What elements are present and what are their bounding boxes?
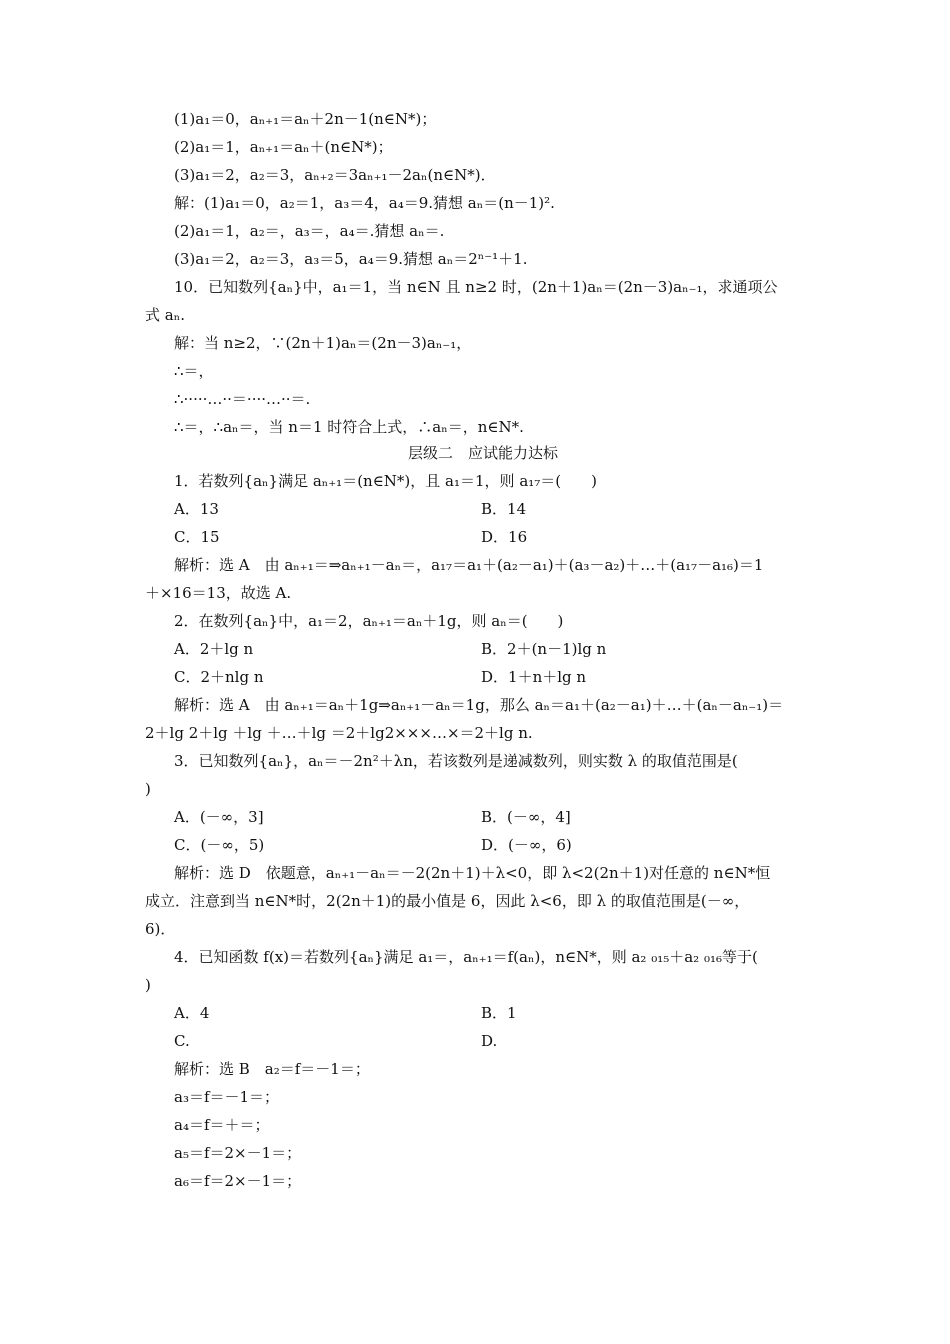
text-line: D．16: [481, 528, 528, 546]
text-line: (3)a₁＝2，a₂＝3，a₃＝5，a₄＝9.猜想 aₙ＝2ⁿ⁻¹＋1.: [174, 250, 528, 268]
text-line: 解析：选 A 由 aₙ₊₁＝aₙ＋1g⇒aₙ₊₁－aₙ＝1g，那么 aₙ＝a₁＋(a₂－a₁)＋…＋(aₙ－aₙ₋₁)＝: [174, 696, 784, 714]
text-line: D.: [481, 1032, 498, 1050]
text-line: ∴＝，: [174, 362, 214, 380]
text-line: ∴＝，∴aₙ＝，当 n＝1 时符合上式，∴aₙ＝，n∈N*.: [174, 418, 524, 436]
text-line: C.: [174, 1032, 190, 1050]
text-line: B．(－∞，4]: [481, 808, 571, 826]
text-line: ＋×16＝13，故选 A.: [145, 584, 292, 602]
text-line: a₃＝f＝－1＝；: [174, 1088, 280, 1106]
text-line: A．2＋lg n: [174, 640, 254, 658]
text-line: B．2＋(n－1)lg n: [481, 640, 607, 658]
text-line: 层级二 应试能力达标: [408, 444, 559, 462]
text-line: B．14: [481, 500, 527, 518]
text-line: a₄＝f＝＋＝；: [174, 1116, 270, 1134]
text-line: 解：(1)a₁＝0，a₂＝1，a₃＝4，a₄＝9.猜想 aₙ＝(n－1)².: [174, 194, 555, 212]
text-line: 1．若数列{aₙ}满足 aₙ₊₁＝(n∈N*)，且 a₁＝1，则 a₁₇＝( ): [174, 472, 597, 490]
text-line: 6)．: [145, 920, 176, 938]
text-line: ): [145, 780, 151, 798]
text-line: 2．在数列{aₙ}中，a₁＝2，aₙ₊₁＝aₙ＋1g，则 aₙ＝( ): [174, 612, 564, 630]
text-line: ): [145, 976, 151, 994]
text-line: (2)a₁＝1，aₙ₊₁＝aₙ＋(n∈N*)；: [174, 138, 393, 156]
text-line: D．(－∞，6): [481, 836, 572, 854]
text-line: C．15: [174, 528, 220, 546]
text-line: A．13: [174, 500, 219, 518]
text-line: 4．已知函数 f(x)＝若数列{aₙ}满足 a₁＝，aₙ₊₁＝f(aₙ)，n∈N*，则 a₂ ₀₁₅＋a₂ ₀₁₆等于(: [174, 948, 758, 966]
text-line: ∴·····…··＝····…··＝.: [174, 390, 311, 408]
text-line: 式 aₙ.: [145, 306, 185, 324]
text-line: a₆＝f＝2×－1＝；: [174, 1172, 302, 1190]
text-line: 成立．注意到当 n∈N*时，2(2n＋1)的最小值是 6，因此 λ<6，即 λ 的取值范围是(－∞，: [145, 892, 750, 910]
text-line: (2)a₁＝1，a₂＝，a₃＝，a₄＝.猜想 aₙ＝.: [174, 222, 445, 240]
text-line: C．2＋nlg n: [174, 668, 264, 686]
text-line: A．4: [174, 1004, 210, 1022]
text-line: 解：当 n≥2，∵(2n＋1)aₙ＝(2n－3)aₙ₋₁，: [174, 334, 472, 352]
text-line: (1)a₁＝0，aₙ₊₁＝aₙ＋2n－1(n∈N*)；: [174, 110, 437, 128]
text-line: B．1: [481, 1004, 517, 1022]
text-line: C．(－∞，5): [174, 836, 265, 854]
text-line: 2＋lg 2＋lg ＋lg ＋…＋lg ＝2＋lg2×××…×＝2＋lg n.: [145, 724, 533, 742]
text-line: (3)a₁＝2，a₂＝3，aₙ₊₂＝3aₙ₊₁－2aₙ(n∈N*)．: [174, 166, 496, 184]
text-line: D．1＋n＋lg n: [481, 668, 587, 686]
text-line: 3．已知数列{aₙ}，aₙ＝－2n²＋λn，若该数列是递减数列，则实数 λ 的取值范围是(: [174, 752, 738, 770]
text-line: A．(－∞，3]: [174, 808, 264, 826]
text-line: a₅＝f＝2×－1＝；: [174, 1144, 302, 1162]
text-line: 解析：选 D 依题意，aₙ₊₁－aₙ＝－2(2n＋1)＋λ<0，即 λ<2(2n＋1)对任意的 n∈N*恒: [174, 864, 771, 882]
text-line: 解析：选 A 由 aₙ₊₁＝⇒aₙ₊₁－aₙ＝，a₁₇＝a₁＋(a₂－a₁)＋(a₃－a₂)＋…＋(a₁₇－a₁₆)＝1: [174, 556, 764, 574]
text-line: 解析：选 B a₂＝f＝－1＝；: [174, 1060, 370, 1078]
text-line: 10．已知数列{aₙ}中，a₁＝1，当 n∈N 且 n≥2 时，(2n＋1)aₙ＝(2n－3)aₙ₋₁，求通项公: [174, 278, 778, 296]
